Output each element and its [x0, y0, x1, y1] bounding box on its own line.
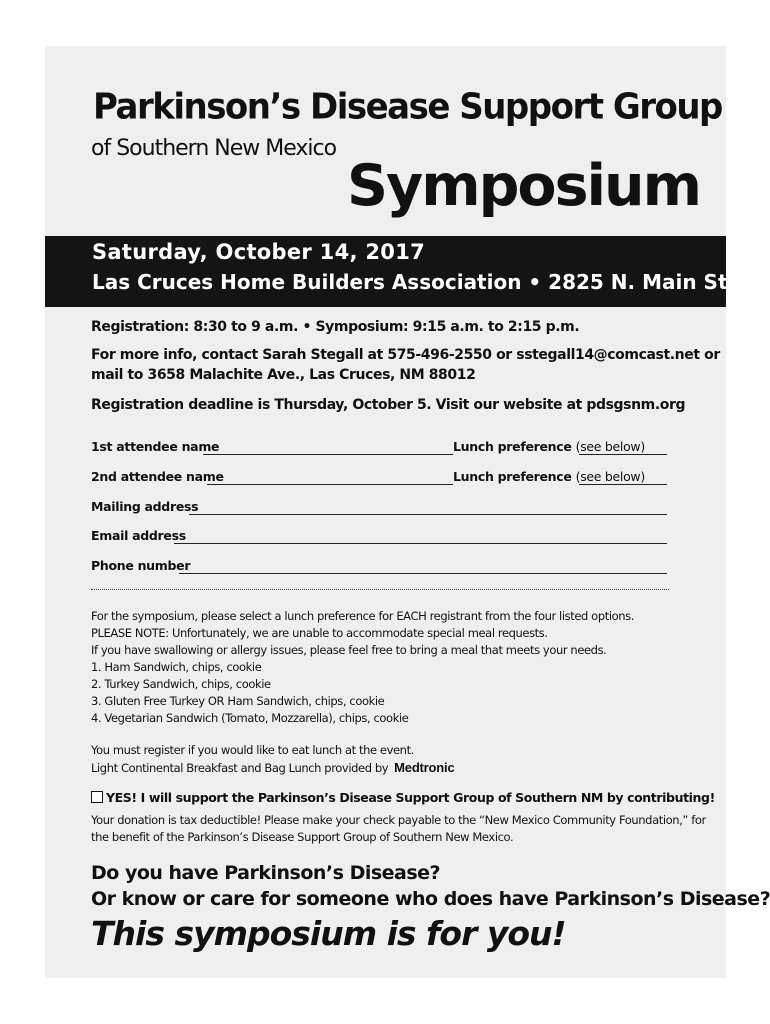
org-title: Parkinson’s Disease Support Group	[93, 86, 722, 128]
donation-yes-text: YES! I will support the Parkinson’s Disease Support Group of Southern NM by contributing!	[106, 790, 715, 805]
donation-checkbox[interactable]	[91, 791, 103, 803]
org-subtitle: of Southern New Mexico	[91, 136, 337, 161]
contact-info	[91, 345, 720, 385]
mailing-label: Mailing address	[91, 499, 199, 514]
attendee-1-label: 1st attendee name	[91, 439, 220, 454]
registration-deadline: Registration deadline is Thursday, October 5. Visit our website at pdsgsnm.org	[91, 397, 686, 413]
contact-line-1: For more info, contact Sarah Stegall at 575-496-2550 or sstegall14@comcast.net or	[91, 347, 720, 363]
event-date: Saturday, October 14, 2017	[92, 240, 426, 264]
provided-by-line	[91, 759, 454, 777]
dotted-divider	[91, 589, 669, 590]
provided-by-text: Light Continental Breakfast and Bag Lunch provided by	[91, 761, 389, 775]
donation-yes	[91, 790, 715, 805]
lunch-allergy: If you have swallowing or allergy issues, please feel free to bring a meal that meets your needs.	[91, 643, 607, 657]
lunch-pref-1-field[interactable]	[579, 454, 667, 455]
lunch-info	[91, 608, 634, 727]
lunch-pref-note: (see below)	[575, 439, 645, 454]
attendee-1-row	[91, 439, 667, 455]
mailing-row	[91, 499, 667, 515]
contact-line-2: mail to 3658 Malachite Ave., Las Cruces, NM 88012	[91, 367, 476, 383]
lunch-option: 4. Vegetarian Sandwich (Tomato, Mozzarella), chips, cookie	[91, 711, 409, 725]
lunch-option: 3. Gluten Free Turkey OR Ham Sandwich, chips, cookie	[91, 694, 385, 708]
register-note: You must register if you would like to eat lunch at the event.	[91, 743, 414, 757]
attendee-2-row	[91, 469, 667, 485]
phone-number-field[interactable]	[179, 573, 667, 574]
event-times: Registration: 8:30 to 9 a.m. • Symposium: 9:15 a.m. to 2:15 p.m.	[91, 319, 580, 335]
attendee-1-name-field[interactable]	[203, 454, 453, 455]
lunch-pref-2-label	[453, 469, 645, 484]
lunch-pref-note: (see below)	[575, 469, 645, 484]
lunch-registration	[91, 742, 454, 777]
lunch-intro: For the symposium, please select a lunch preference for EACH registrant from the four listed options.	[91, 609, 634, 623]
flyer-sheet	[45, 46, 770, 978]
closing-question-2: Or know or care for someone who does have Parkinson’s Disease?	[91, 888, 770, 910]
lunch-option: 1. Ham Sandwich, chips, cookie	[91, 660, 262, 674]
event-location: Las Cruces Home Builders Association • 2825 N. Main St.	[92, 270, 736, 294]
attendee-2-name-field[interactable]	[207, 484, 453, 485]
email-label: Email address	[91, 528, 186, 543]
donation-info	[91, 812, 706, 846]
lunch-pref-1-label	[453, 439, 645, 454]
closing-cta: This symposium is for you!	[91, 914, 566, 953]
donation-line-1: Your donation is tax deductible! Please make your check payable to the “New Mexico Community Foundation,” for	[91, 813, 706, 827]
attendee-2-label: 2nd attendee name	[91, 469, 224, 484]
lunch-pref-label-text: Lunch preference	[453, 469, 572, 484]
email-address-field[interactable]	[174, 543, 667, 544]
lunch-pref-2-field[interactable]	[579, 484, 667, 485]
event-title: Symposium	[347, 153, 701, 219]
donation-line-2: the benefit of the Parkinson’s Disease Support Group of Southern New Mexico.	[91, 830, 514, 844]
phone-row	[91, 558, 667, 574]
medtronic-logo: Medtronic	[394, 760, 455, 775]
lunch-option: 2. Turkey Sandwich, chips, cookie	[91, 677, 271, 691]
phone-label: Phone number	[91, 558, 191, 573]
email-row	[91, 528, 667, 544]
lunch-pref-label-text: Lunch preference	[453, 439, 572, 454]
lunch-note: PLEASE NOTE: Unfortunately, we are unable to accommodate special meal requests.	[91, 626, 548, 640]
mailing-address-field[interactable]	[189, 514, 667, 515]
event-banner	[45, 236, 736, 307]
closing-question-1: Do you have Parkinson’s Disease?	[91, 862, 441, 884]
